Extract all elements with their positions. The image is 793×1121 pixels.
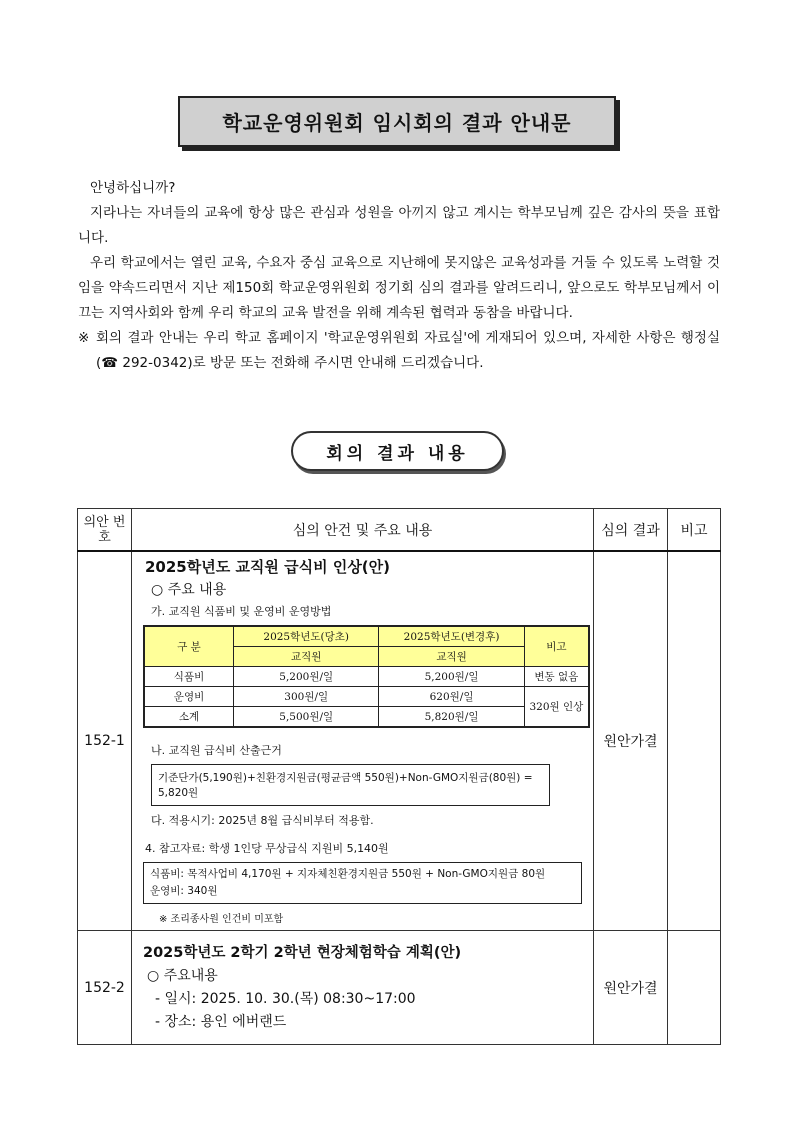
intro-paragraph-2: 우리 학교에서는 열린 교육, 수요자 중심 교육으로 지난해에 못지않은 교육성과를 거둘 수 있도록 노력할 것임을 약속드리면서 지난 제150회 학교운영위원회 정기회 심의 결과를 알려드리니, 앞으로도 학부모님께서 이끄는 지역사회와 함께 우리 학교의 교육 발전을 위해 계속된 협력과 동참을 바랍니다. — [78, 255, 720, 321]
row-before: 5,500원/일 — [234, 707, 379, 728]
row-after: 620원/일 — [379, 687, 524, 707]
table-row — [78, 551, 721, 931]
page-title: 학교운영위원회 임시회의 결과 안내문 — [178, 96, 616, 147]
header-content: 심의 안건 및 주요 내용 — [132, 509, 594, 552]
trip-date: - 일시: 2025. 10. 30.(목) 08:30~17:00 — [155, 990, 416, 1007]
row-remark: 변동 없음 — [524, 667, 589, 687]
header-remark: 비고 — [668, 509, 721, 552]
main-content-label: ○ 주요 내용 — [151, 582, 227, 598]
trip-place: - 장소: 용인 에버랜드 — [155, 1013, 287, 1030]
row-remark: 320원 인상 — [524, 687, 589, 728]
agenda-title: 2025학년도 2학기 2학년 현장체험학습 계획(안) — [143, 944, 462, 961]
section-title: 회의 결과 내용 — [291, 431, 504, 471]
col-before: 2025학년도(당초) — [234, 626, 379, 647]
sub-before: 교직원 — [234, 647, 379, 667]
cost-table — [143, 625, 590, 728]
sub-c: 다. 적용시기: 2025년 8월 급식비부터 적용함. — [151, 814, 374, 827]
ref-box — [143, 862, 582, 904]
results-table — [77, 508, 721, 1045]
agenda-result: 원안가결 — [594, 551, 668, 931]
ref-line-2: 운영비: 340원 — [150, 885, 218, 897]
row-label: 소계 — [144, 707, 234, 728]
row-after: 5,820원/일 — [379, 707, 524, 728]
row-label: 운영비 — [144, 687, 234, 707]
formula-box: 기준단가(5,190원)+친환경지원금(평균금액 550원)+Non-GMO지원금(80원) = 5,820원 — [151, 764, 550, 806]
agenda-title: 2025학년도 교직원 급식비 인상(안) — [145, 558, 391, 576]
agenda-remark — [668, 551, 721, 931]
sub-after: 교직원 — [379, 647, 524, 667]
greeting: 안녕하십니까? — [90, 180, 176, 196]
row-after: 5,200원/일 — [379, 667, 524, 687]
table-row — [78, 931, 721, 1045]
agenda-num: 152-1 — [78, 551, 132, 931]
ref-note: ※ 조리종사원 인건비 미포함 — [159, 914, 284, 925]
agenda-remark — [668, 931, 721, 1045]
row-before: 300원/일 — [234, 687, 379, 707]
agenda-num: 152-2 — [78, 931, 132, 1045]
col-after: 2025학년도(변경후) — [379, 626, 524, 647]
intro-paragraph-1: 지라나는 자녀들의 교육에 항상 많은 관심과 성원을 아끼지 않고 계시는 학부모님께 깊은 감사의 뜻을 표합니다. — [78, 205, 720, 246]
intro-text — [78, 176, 720, 376]
ref-label: 4. 참고자료: 학생 1인당 무상급식 지원비 5,140원 — [145, 842, 389, 855]
row-before: 5,200원/일 — [234, 667, 379, 687]
note-mark: ※ — [78, 330, 90, 346]
main-content-label: ○ 주요내용 — [147, 967, 218, 984]
table-row — [144, 707, 589, 728]
agenda-result: 원안가결 — [594, 931, 668, 1045]
col-remark: 비고 — [524, 626, 589, 667]
header-result: 심의 결과 — [594, 509, 668, 552]
col-gubun: 구 분 — [144, 626, 234, 667]
sub-b: 나. 교직원 급식비 산출근거 — [151, 744, 282, 757]
ref-line-1: 식품비: 목적사업비 4,170원 + 지자체친환경지원금 550원 + Non-GMO지원금 80원 — [150, 868, 546, 880]
table-row — [144, 687, 589, 707]
intro-note — [78, 326, 720, 376]
sub-a: 가. 교직원 식품비 및 운영비 운영방법 — [151, 605, 332, 618]
agenda-content — [132, 551, 594, 931]
table-row — [144, 667, 589, 687]
row-label: 식품비 — [144, 667, 234, 687]
header-num: 의안 번호 — [78, 509, 132, 552]
note-text: 회의 결과 안내는 우리 학교 홈페이지 '학교운영위원회 자료실'에 게재되어 있으며, 자세한 사항은 행정실 (☎ 292-0342)로 방문 또는 전화해 주시면 안내해 드리겠습니다. — [96, 330, 720, 371]
table-header-row — [78, 509, 721, 552]
agenda-content — [132, 931, 594, 1045]
